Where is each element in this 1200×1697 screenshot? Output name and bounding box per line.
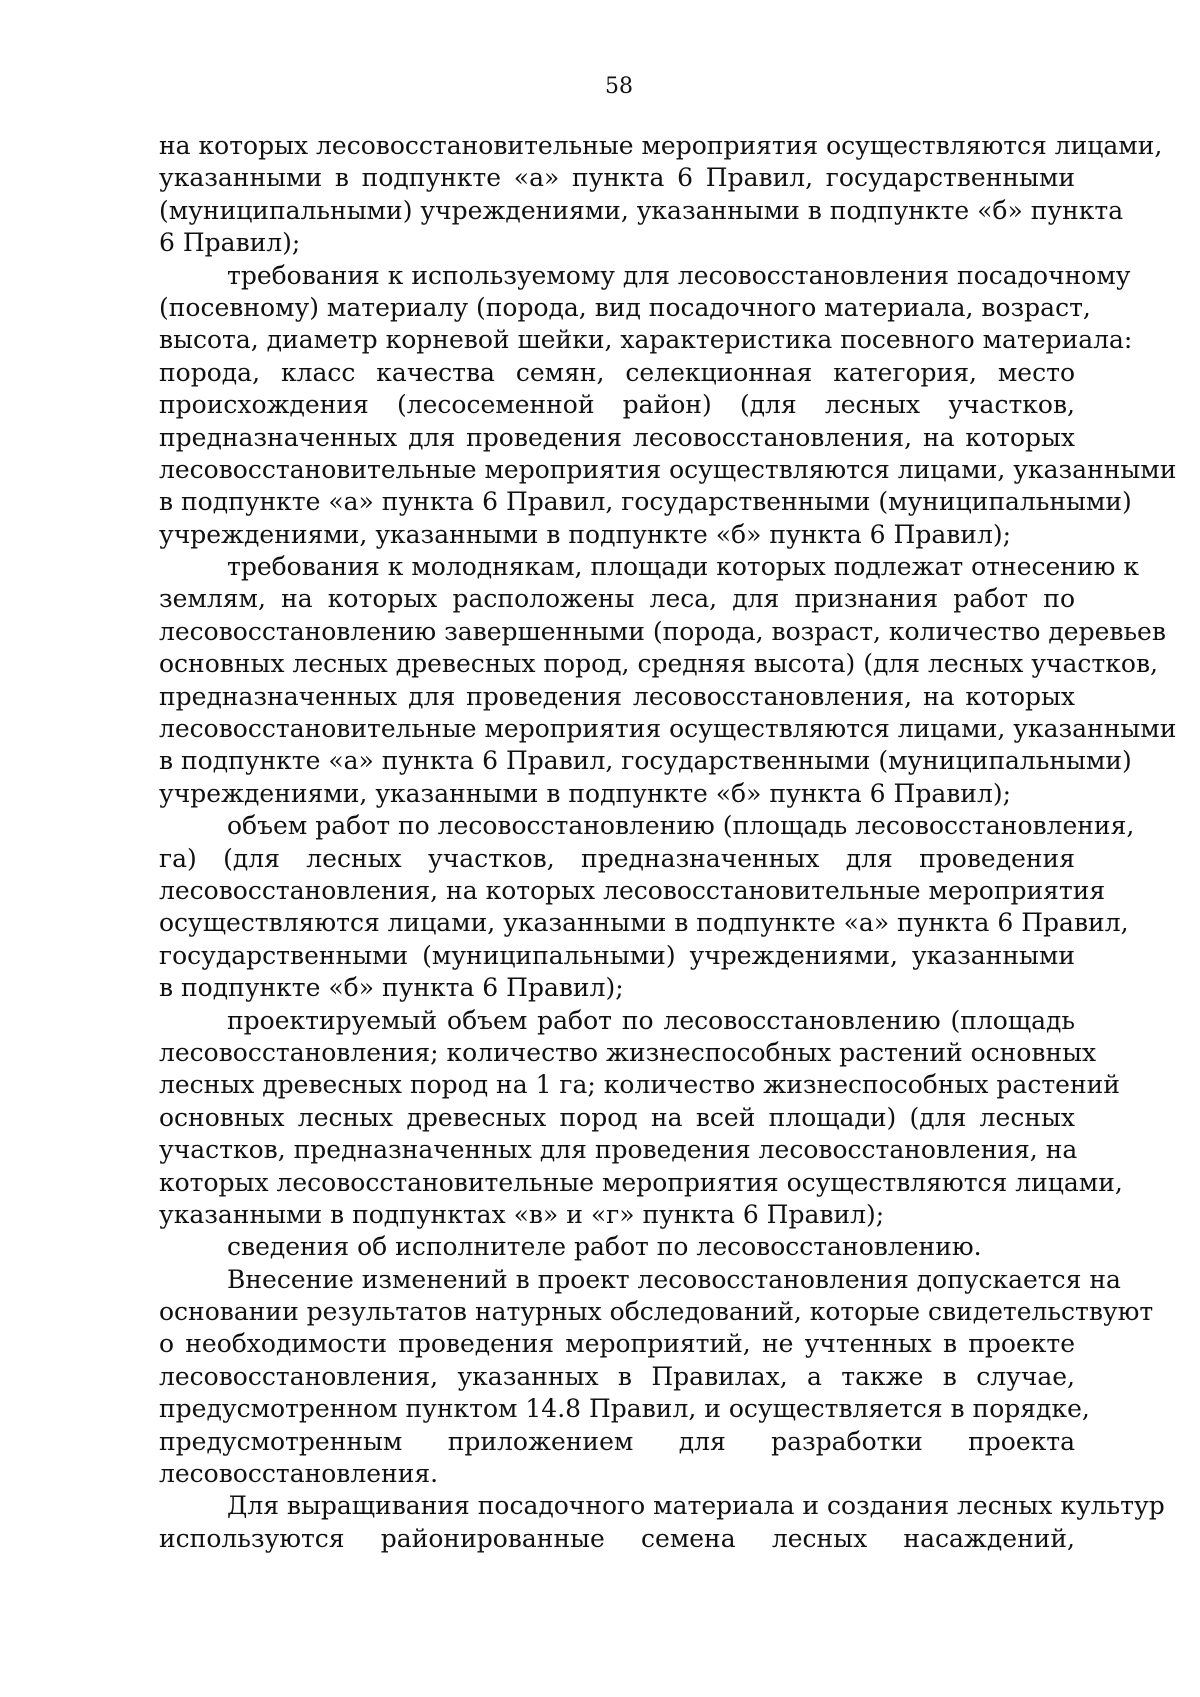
text-line: га) (для лесных участков, предназначенных для проведения (159, 843, 1075, 873)
text-line: предназначенных для проведения лесовосстановления, на которых (159, 681, 1075, 711)
text-line: основных лесных древесных пород, средняя высота) (для лесных участков, (159, 649, 1158, 679)
text-line: происхождения (лесосеменной район) (для лесных участков, (159, 390, 1075, 420)
text-line: в подпункте «а» пункта 6 Правил, государственными (муниципальными) (159, 746, 1132, 776)
text-line: на которых лесовосстановительные мероприятия осуществляются лицами, (159, 131, 1163, 160)
text-line: используются районированные семена лесных насаждений, (159, 1523, 1075, 1553)
text-line: указанными в подпунктах «в» и «г» пункта 6 Правил); (159, 1199, 885, 1229)
text-line: лесовосстановлению завершенными (порода, возраст, количество деревьев (159, 616, 1166, 646)
text-line: лесных древесных пород на 1 га; количество жизнеспособных растений (159, 1070, 1120, 1100)
text-line: осуществляются лицами, указанными в подпункте «а» пункта 6 Правил, (159, 908, 1129, 938)
text-line: учреждениями, указанными в подпункте «б» пункта 6 Правил); (159, 778, 1012, 808)
text-line: основании результатов натурных обследований, которые свидетельствуют (159, 1297, 1154, 1327)
text-line: (муниципальными) учреждениями, указанными в подпункте «б» пункта (159, 195, 1124, 225)
text-line: землям, на которых расположены леса, для признания работ по (159, 584, 1075, 614)
text-line: (посевному) материалу (порода, вид посадочного материала, возраст, (159, 292, 1091, 322)
text-line: участков, предназначенных для проведения лесовосстановления, на (159, 1135, 1078, 1165)
text-line: которых лесовосстановительные мероприятия осуществляются лицами, (159, 1167, 1123, 1197)
text-line: лесовосстановления, на которых лесовосстановительные мероприятия (159, 875, 1106, 905)
text-line: лесовосстановительные мероприятия осуществляются лицами, указанными (159, 454, 1177, 484)
paragraph-first-line: сведения об исполнителе работ по лесовосстановлению. (227, 1232, 982, 1262)
paragraph-first-line: Для выращивания посадочного материала и создания лесных культур (227, 1491, 1165, 1521)
text-line: лесовосстановительные мероприятия осуществляются лицами, указанными (159, 714, 1177, 744)
page-number: 58 (605, 74, 633, 99)
text-line: лесовосстановления. (159, 1459, 439, 1489)
text-line: 6 Правил); (159, 228, 301, 258)
text-line: указанными в подпункте «а» пункта 6 Правил, государственными (159, 163, 1075, 193)
text-line: лесовосстановления; количество жизнеспособных растений основных (159, 1037, 1097, 1067)
paragraph-first-line: Внесение изменений в проект лесовосстановления допускается на (227, 1264, 1121, 1294)
text-line: в подпункте «а» пункта 6 Правил, государственными (муниципальными) (159, 487, 1132, 517)
text-line: лесовосстановления, указанных в Правилах, а также в случае, (159, 1361, 1075, 1391)
text-line: порода, класс качества семян, селекционная категория, место (159, 357, 1075, 387)
document-body (159, 130, 1177, 1555)
text-line: учреждениями, указанными в подпункте «б» пункта 6 Правил); (159, 519, 1012, 549)
paragraph-first-line: требования к используемому для лесовосстановления посадочному (227, 260, 1131, 290)
text-line: в подпункте «б» пункта 6 Правил); (159, 973, 624, 1003)
paragraph-first-line: проектируемый объем работ по лесовосстановлению (площадь (227, 1005, 1075, 1035)
paragraph-first-line: требования к молоднякам, площади которых подлежат отнесению к (227, 552, 1139, 582)
text-line: предназначенных для проведения лесовосстановления, на которых (159, 422, 1075, 452)
text-line: основных лесных древесных пород на всей площади) (для лесных (159, 1102, 1075, 1132)
text-line: государственными (муниципальными) учреждениями, указанными (159, 940, 1075, 970)
text-line: предусмотренным приложением для разработки проекта (159, 1426, 1075, 1456)
paragraph-first-line: объем работ по лесовосстановлению (площадь лесовосстановления, (227, 811, 1135, 841)
text-line: предусмотренном пунктом 14.8 Правил, и осуществляется в порядке, (159, 1394, 1090, 1424)
text-line: высота, диаметр корневой шейки, характеристика посевного материала: (159, 325, 1133, 355)
text-line: о необходимости проведения мероприятий, не учтенных в проекте (159, 1329, 1075, 1359)
